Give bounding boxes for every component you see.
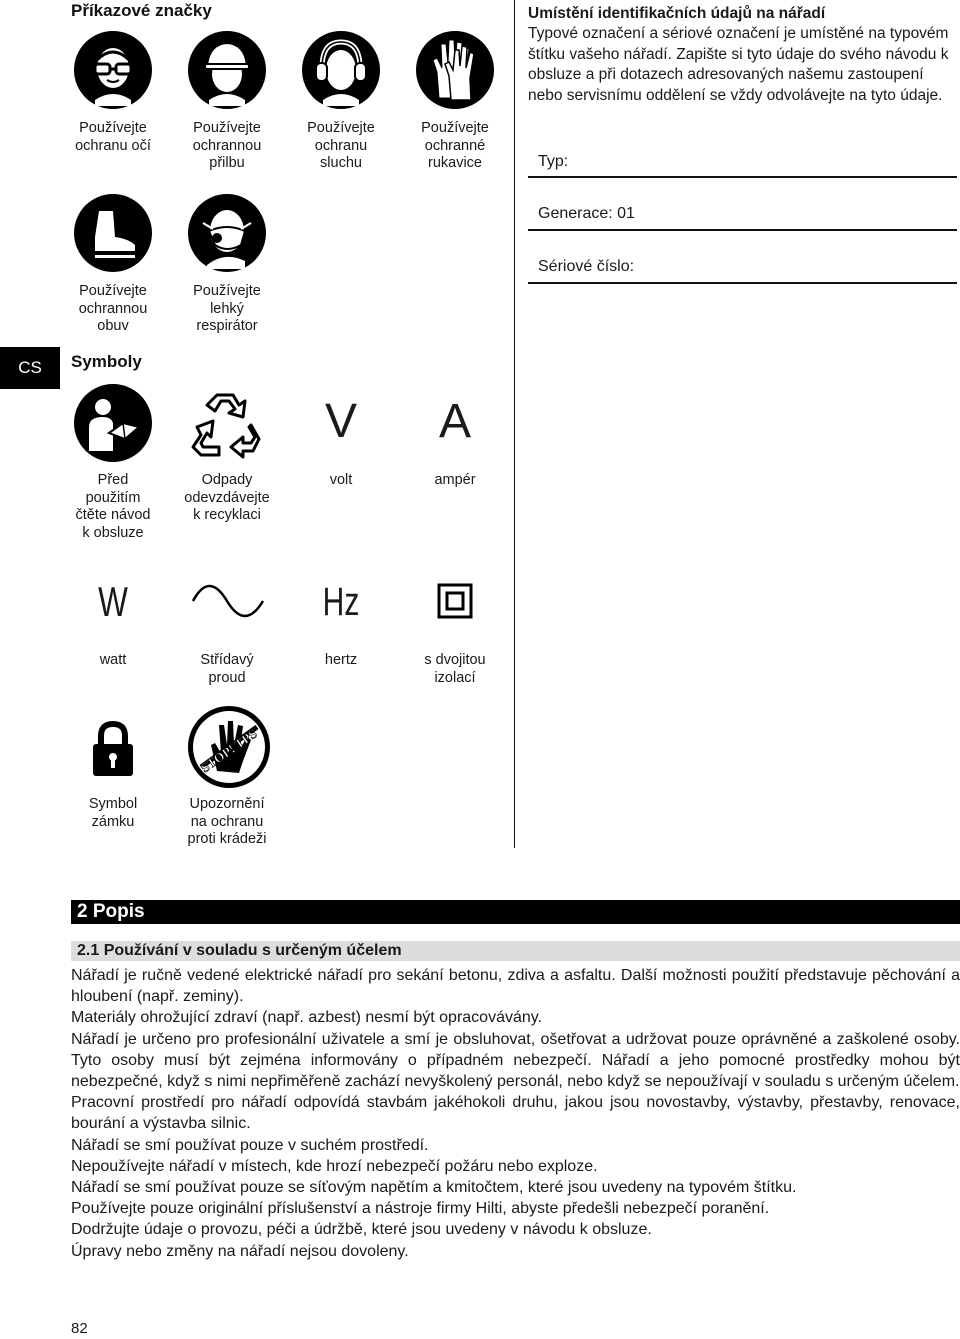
caption-lock	[58, 796, 168, 831]
caption-line: ochranné	[424, 137, 486, 154]
caption-line: ochrannou	[192, 137, 262, 154]
caption-line: k obsluze	[82, 524, 144, 541]
symbols-heading: Symboly	[71, 352, 142, 371]
caption-line: zámku	[91, 813, 135, 830]
caption-line: ampér	[434, 472, 476, 488]
generation-field[interactable]	[528, 205, 957, 231]
watt-icon: W	[98, 578, 128, 625]
caption-read-manual	[58, 472, 168, 542]
caption-line: Používejte	[193, 120, 261, 136]
caption-hard-hat	[172, 120, 282, 173]
serial-number-field[interactable]	[528, 258, 957, 284]
paragraph: Úpravy nebo změny na nářadí nejsou dovoleny.	[71, 1242, 409, 1260]
lock-icon	[73, 712, 153, 784]
caption-line: Používejte	[79, 283, 147, 299]
caption-line: použitím	[85, 489, 141, 506]
section-title: 2 Popis	[71, 900, 960, 924]
caption-hertz	[286, 652, 396, 670]
caption-gloves	[400, 120, 510, 173]
caption-line: Upozornění	[189, 796, 265, 812]
caption-line: proti krádeži	[187, 831, 267, 847]
caption-safety-boots	[58, 283, 168, 336]
caption-line: Používejte	[193, 283, 261, 299]
type-label: Typ:	[538, 153, 569, 170]
stop-tps-label: STOP! TPS	[197, 725, 260, 776]
read-manual-icon	[73, 383, 153, 463]
caption-line: volt	[329, 472, 353, 488]
caption-alternating-current	[172, 652, 282, 687]
paragraph: Nářadí je určeno pro profesionální uživatele a smí je obsluhovat, ošetřovat a udržovat pouze oprávněné a zaškolené osoby. Tyto osoby musí být zejména informovány o případném nebezpečí. Nářadí a jeho pomocné prostředky mohou být nebezpečné, když s nimi nepřiměřeně zachází nevyškolený personál, nebo když se nepoužívají v souladu s určeným účelem.	[71, 1030, 960, 1091]
caption-anti-theft	[172, 796, 282, 849]
paragraph: Používejte pouze originální příslušenství a nástroje firmy Hilti, abyste předešli nebezpečí poranění.	[71, 1200, 770, 1218]
caption-line: watt	[99, 652, 127, 668]
gloves-icon	[415, 30, 495, 110]
caption-line: k recyklaci	[193, 507, 261, 523]
stop-tps-icon	[187, 705, 271, 789]
caption-line: sluchu	[320, 155, 362, 171]
caption-line: ochranu očí	[75, 137, 151, 154]
caption-line: ochranu	[314, 137, 368, 154]
paragraph: Nářadí je ručně vedené elektrické nářadí pro sekání betonu, zdiva a asfaltu. Další možnosti použití představuje pěchování a hloubení (např. zeminy).	[71, 967, 960, 1006]
subsection-title: 2.1 Používání v souladu s určeným účelem	[71, 941, 960, 961]
caption-line: obuv	[97, 318, 129, 334]
language-tab: CS	[0, 347, 60, 389]
caption-double-insulation	[400, 652, 510, 687]
mandatory-heading: Příkazové značky	[71, 1, 212, 20]
caption-line: ochrannou	[78, 300, 148, 317]
type-field[interactable]	[528, 153, 957, 178]
identification-title: Umístění identifikačních údajů na nářadí	[528, 5, 826, 22]
caption-line: rukavice	[428, 155, 482, 171]
safety-glasses-icon	[73, 30, 153, 110]
ear-protection-icon	[301, 30, 381, 110]
caption-line: Střídavý	[200, 652, 254, 668]
caption-line: respirátor	[196, 318, 258, 334]
alternating-current-icon	[187, 566, 267, 636]
caption-respirator	[172, 283, 282, 336]
paragraph: Nepoužívejte nářadí v místech, kde hrozí nebezpečí požáru nebo exploze.	[71, 1157, 598, 1175]
safety-boots-icon	[73, 193, 153, 273]
caption-recycle	[172, 472, 282, 525]
caption-line: s dvojitou	[424, 652, 486, 668]
caption-line: hertz	[324, 652, 358, 668]
section-body	[71, 965, 960, 1262]
caption-line: čtěte návod	[75, 507, 151, 523]
paragraph: Materiály ohrožující zdraví (např. azbest) nesmí být opracovávány.	[71, 1009, 543, 1027]
page-number: 82	[71, 1320, 88, 1337]
caption-line: izolací	[434, 669, 476, 686]
ampere-icon: A	[438, 395, 471, 448]
column-divider	[514, 0, 515, 848]
caption-watt	[58, 652, 168, 670]
caption-eye-protection	[58, 120, 168, 155]
hard-hat-icon	[187, 30, 267, 110]
paragraph: Nářadí se smí používat pouze v suchém prostředí.	[71, 1136, 429, 1154]
caption-volt	[286, 472, 396, 490]
caption-line: Používejte	[79, 120, 147, 136]
recycle-icon	[187, 383, 267, 463]
caption-line: Používejte	[421, 120, 489, 136]
double-insulation-icon	[415, 566, 495, 636]
caption-line: proud	[208, 669, 246, 686]
caption-line: lehký	[210, 300, 244, 317]
caption-line: Symbol	[88, 796, 138, 812]
paragraph: Nářadí se smí používat pouze se síťovým napětím a kmitočtem, které jsou uvedeny na typovém štítku.	[71, 1179, 797, 1197]
caption-line: přilbu	[209, 155, 245, 171]
paragraph: Pracovní prostředí pro nářadí odpovídá stavbám jakéhokoli druhu, jakou jsou novostavby, výstavby, přestavby, renovace, bourání a výstavba silnic.	[71, 1094, 960, 1133]
caption-line: odevzdávejte	[184, 489, 270, 506]
identification-text: Typové označení a sériové označení je umístěné na typovém štítku vašeho nářadí. Zapište si tyto údaje do svého návodu k obsluze a při dotazech adresovaných našemu zastoupení nebo servisnímu oddělení se vždy odvolávejte na tyto údaje.	[528, 25, 949, 104]
caption-line: Před	[97, 472, 129, 488]
paragraph: Dodržujte údaje o provozu, péči a údržbě, které jsou uvedeny v návodu k obsluze.	[71, 1221, 652, 1239]
generation-label: Generace: 01	[538, 205, 635, 222]
hertz-icon: Hz	[322, 580, 360, 624]
caption-ampere	[400, 472, 510, 490]
caption-line: Odpady	[201, 472, 253, 488]
caption-line: Používejte	[307, 120, 375, 136]
caption-line: na ochranu	[190, 813, 264, 830]
respirator-icon	[187, 193, 267, 273]
caption-ear-protection	[286, 120, 396, 173]
volt-icon: V	[324, 395, 357, 448]
serial-number-label: Sériové číslo:	[538, 258, 635, 275]
